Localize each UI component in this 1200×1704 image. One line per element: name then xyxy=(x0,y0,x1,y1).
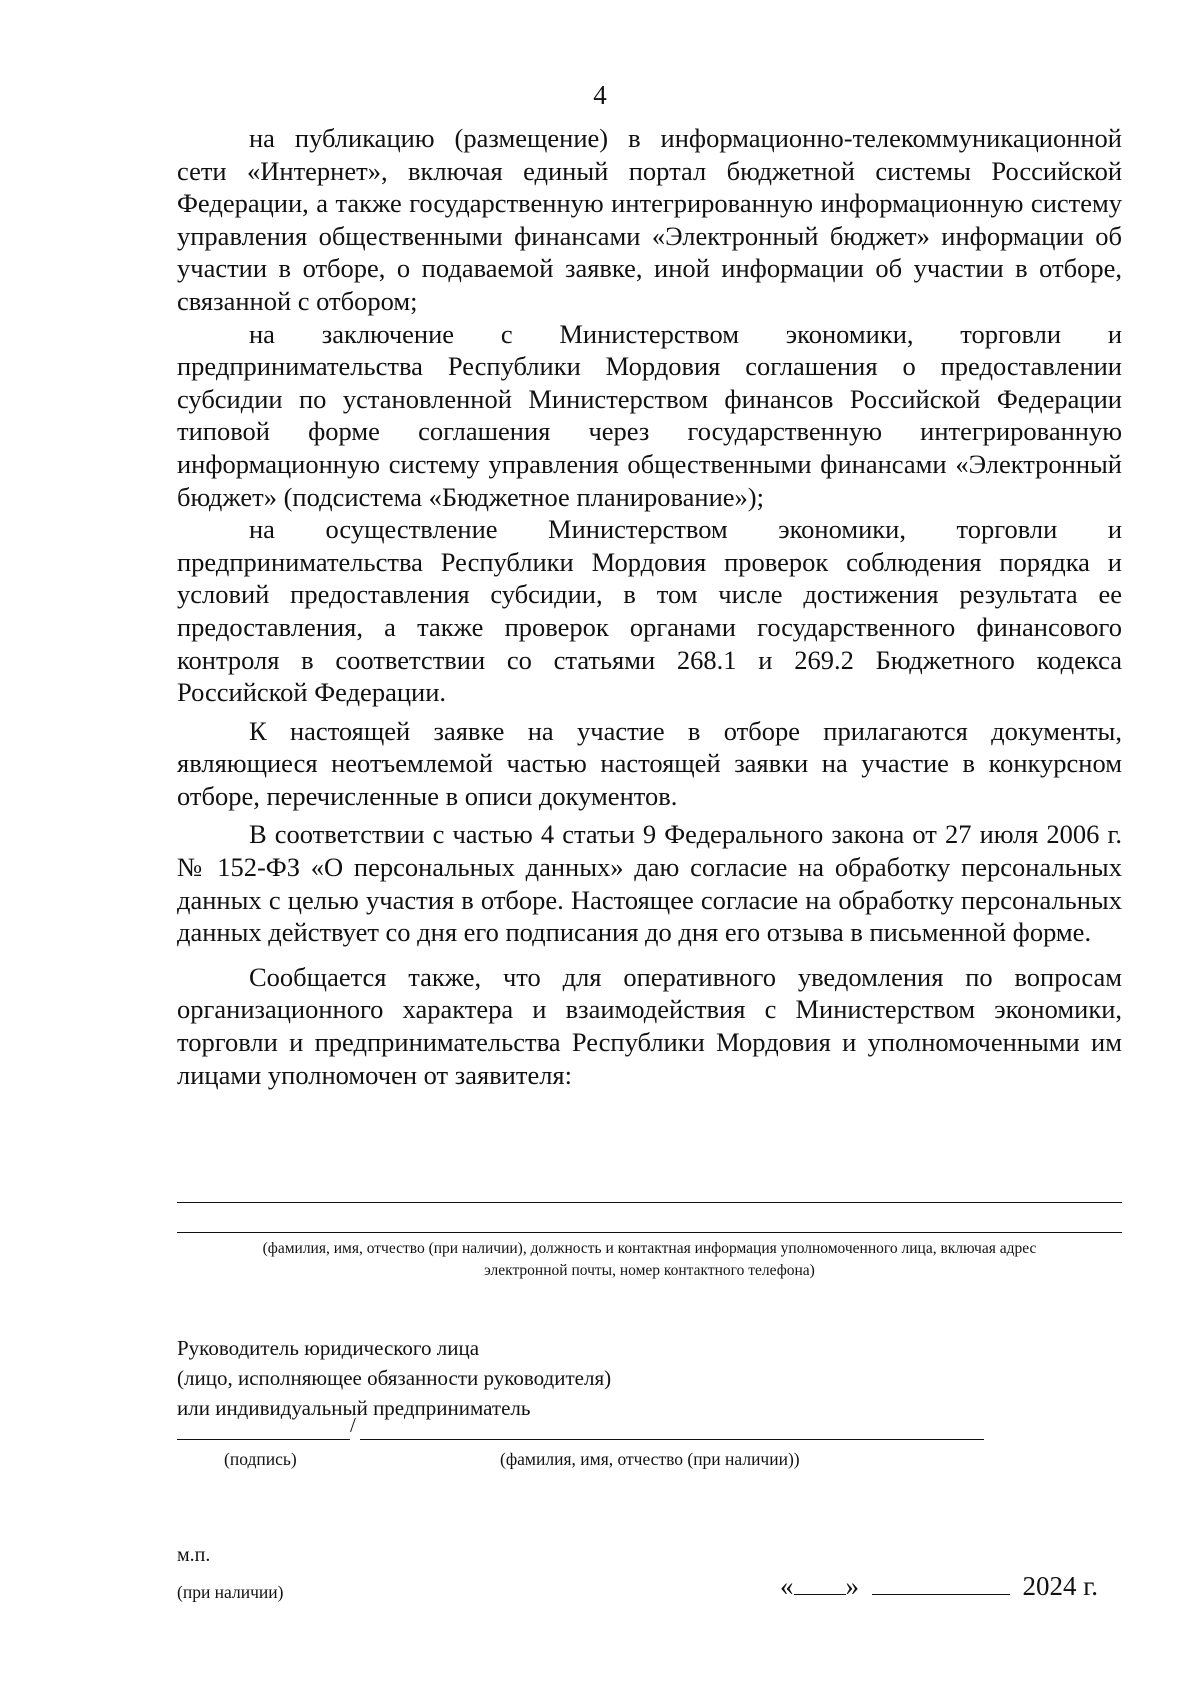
signatory-line-2: (лицо, исполняющее обязанности руководителя) xyxy=(177,1366,612,1390)
signatory-line-3: или индивидуальный предприниматель xyxy=(177,1396,531,1420)
signature-caption: (подпись) xyxy=(224,1449,297,1469)
paragraph-inspection-consent: на осуществление Министерством экономики, торговли и предпринимательства Республики Мордовия проверок соблюдения порядка и условий предоставления субсидии, в том числе достижения результата ее предоставления, а также проверок органами государственного финансового контроля в соответствии со статьями 268.1 и 269.2 Бюджетного кодекса Российской Федерации. xyxy=(177,514,1122,708)
paragraph-attached-documents: К настоящей заявке на участие в отборе прилагаются документы, являющиеся неотъемлемой частью настоящей заявки на участие в конкурсном отборе, перечисленные в описи документов. xyxy=(177,715,1122,811)
date-year: 2024 г. xyxy=(1022,1571,1099,1601)
contact-caption-line-2: электронной почты, номер контактного телефона) xyxy=(484,1262,815,1279)
signature-fill-line xyxy=(177,1439,350,1440)
name-caption: (фамилия, имя, отчество (при наличии)) xyxy=(500,1449,800,1469)
page-number: 4 xyxy=(593,80,607,110)
contact-fill-line-1 xyxy=(177,1202,1122,1203)
paragraph-agreement-consent: на заключение с Министерством экономики, торговли и предпринимательства Республики Мордовия соглашения о предоставлении субсидии по установленной Министерством финансов Российской Федерации типовой форме соглашения через государственную интегрированную информационную систему управления общественными финансами «Электронный бюджет» (подсистема «Бюджетное планирование»); xyxy=(177,318,1122,512)
paragraph-publication-consent: на публикацию (размещение) в информационно-телекоммуникационной сети «Интернет», включая единый портал бюджетной системы Российской Федерации, а также государственную интегрированную информационную систему управления общественными финансами «Электронный бюджет» информации об участии в отборе, о подаваемой заявке, иной информации об участии в отборе, связанной с отбором; xyxy=(177,123,1122,316)
signature-separator: / xyxy=(350,1413,356,1437)
month-fill-line xyxy=(872,1572,1010,1595)
document-body xyxy=(177,122,1122,1091)
date-close-quote: » xyxy=(845,1571,859,1601)
signatory-block xyxy=(177,1333,877,1423)
paragraph-authorized-person: Сообщается также, что для оперативного уведомления по вопросам организационного характера и взаимодействия с Министерством экономики, торговли и предпринимательства Республики Мордовия и уполномоченными им лицами уполномочен от заявителя: xyxy=(177,961,1122,1090)
contact-fill-line-2 xyxy=(177,1232,1122,1233)
day-fill-line xyxy=(794,1572,846,1595)
stamp-note: (при наличии) xyxy=(177,1582,284,1602)
date-field xyxy=(780,1570,1098,1602)
contact-caption-line-1: (фамилия, имя, отчество (при наличии), должность и контактная информация уполномоченного лица, включая адрес xyxy=(262,1240,1037,1257)
date-open-quote: « xyxy=(780,1571,794,1601)
stamp-label: м.п. xyxy=(177,1544,211,1566)
name-fill-line xyxy=(360,1439,984,1440)
paragraph-personal-data: В соответствии с частью 4 статьи 9 Федерального закона от 27 июля 2006 г. № 152-ФЗ «О персональных данных» даю согласие на обработку персональных данных с целью участия в отборе. Настоящее согласие на обработку персональных данных действует со дня его подписания до дня его отзыва в письменной форме. xyxy=(177,819,1122,948)
contact-caption xyxy=(177,1238,1122,1282)
signatory-line-1: Руководитель юридического лица xyxy=(177,1336,480,1360)
